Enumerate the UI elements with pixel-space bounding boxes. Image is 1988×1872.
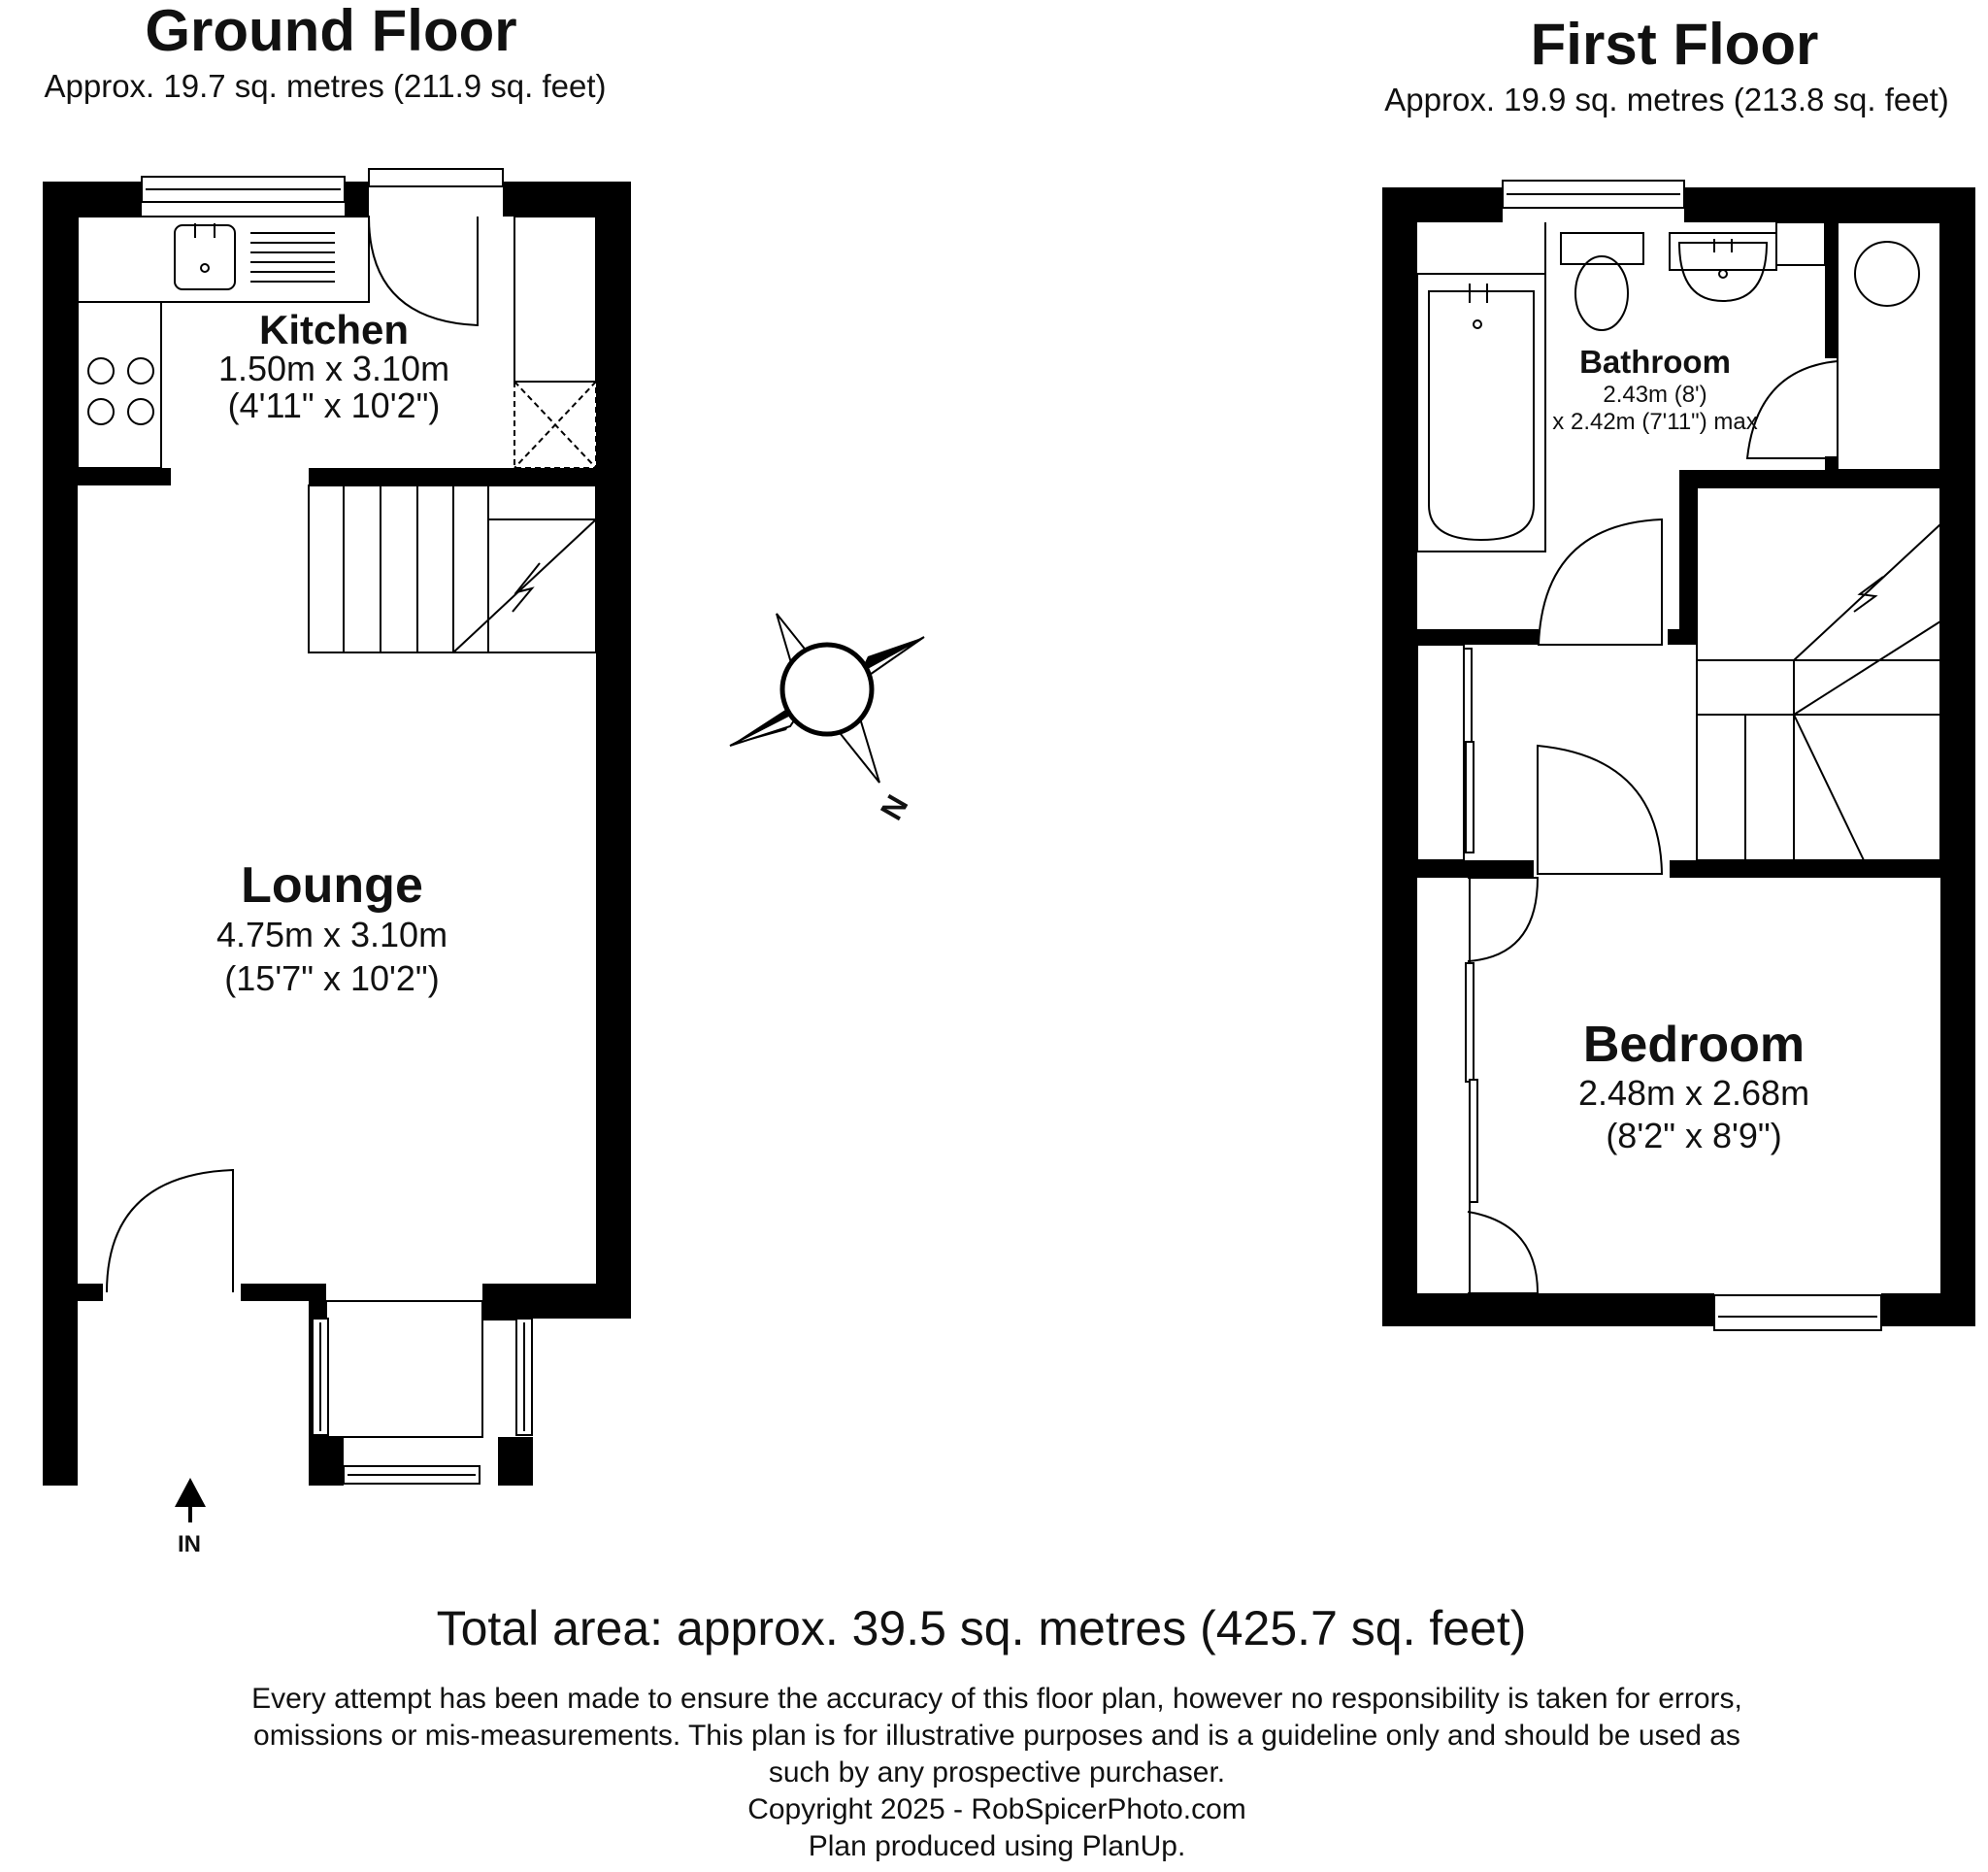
bay-wall-line [326, 1301, 482, 1437]
cupboard-sliding-door [1466, 742, 1474, 852]
wall [1382, 187, 1503, 222]
bathroom-door-swing [1539, 519, 1662, 645]
bedroom-metric: 2.48m x 2.68m [1577, 1073, 1810, 1113]
basin-surround [1670, 233, 1776, 270]
drainer [250, 233, 335, 282]
bathroom-label: Bathroom [1579, 344, 1731, 380]
shelf [1776, 222, 1825, 265]
wc-bowl [1575, 256, 1628, 330]
staircase [309, 485, 596, 652]
landing-cupboard [1417, 645, 1464, 860]
bedroom-window [1714, 1295, 1881, 1330]
kitchen-worktop-left [78, 302, 161, 468]
wc-cistern [1561, 233, 1643, 264]
kitchen-label: Kitchen [258, 307, 410, 352]
bathroom-metric: 2.43m (8') [1603, 382, 1707, 408]
wall [1417, 629, 1539, 645]
back-door-frame [369, 169, 503, 186]
sink [175, 225, 235, 289]
wall [345, 182, 369, 217]
compass-north-label: N [873, 788, 915, 826]
disclaimer-line-2: omissions or mis-measurements. This plan is for illustrative purposes and is a guideline only and should be used as [253, 1720, 1740, 1752]
ground-floor-plan [43, 169, 631, 1557]
wall [1679, 470, 1697, 645]
ground-floor-title: Ground Floor [145, 0, 517, 63]
sink-drain [201, 264, 209, 272]
airing-cupboard [1838, 222, 1940, 470]
wall [309, 1437, 344, 1486]
kitchen-tall-unit [514, 217, 596, 382]
cupboard-sliding-door [1464, 649, 1472, 746]
wall [482, 1284, 533, 1320]
wardrobe-door-swing [1468, 1212, 1538, 1293]
wall [309, 468, 596, 485]
bedroom-imperial: (8'2" x 8'9") [1606, 1116, 1782, 1155]
copyright: Copyright 2025 - RobSpicerPhoto.com [747, 1793, 1246, 1825]
hob [88, 358, 153, 424]
kitchen-metric: 1.50m x 3.10m [217, 349, 450, 388]
disclaimer-line-1: Every attempt has been made to ensure the accuracy of this floor plan, however no responsibility is taken for errors, [251, 1683, 1742, 1715]
wall [43, 182, 78, 1486]
wall [1417, 860, 1534, 878]
first-floor-area: Approx. 19.9 sq. metres (213.8 sq. feet) [1384, 82, 1949, 117]
basin [1679, 243, 1767, 301]
wall [1825, 222, 1838, 358]
disclaimer-line-3: such by any prospective purchaser. [768, 1756, 1226, 1788]
wardrobe-door [1470, 1080, 1477, 1202]
staircase [1697, 487, 1940, 860]
wall [1940, 187, 1975, 1326]
entrance-arrow-icon [175, 1478, 206, 1507]
bedroom-label: Bedroom [1582, 1017, 1806, 1073]
compass-rose-icon [730, 614, 924, 826]
ground-floor-area: Approx. 19.7 sq. metres (211.9 sq. feet) [44, 68, 607, 104]
wardrobe-door [1466, 963, 1474, 1082]
wall [1670, 860, 1975, 878]
wall [596, 182, 631, 1318]
wall [1668, 629, 1697, 645]
entrance-label: IN [178, 1531, 201, 1557]
bath [1417, 274, 1545, 552]
wardrobe-door-swing [1468, 878, 1538, 961]
total-area: Total area: approx. 39.5 sq. metres (425.7 sq. feet) [436, 1601, 1527, 1655]
bath-inner [1429, 291, 1534, 540]
cupboard-door-swing [1747, 361, 1838, 458]
lounge-imperial: (15'7" x 10'2") [224, 958, 440, 998]
wall [1679, 470, 1975, 487]
wall [498, 1437, 533, 1486]
front-door-swing [107, 1170, 233, 1292]
wall [1382, 1293, 1714, 1326]
lounge-metric: 4.75m x 3.10m [215, 915, 448, 954]
wall [1881, 1293, 1975, 1326]
hot-water-cylinder [1855, 242, 1919, 306]
bedroom-door-swing [1538, 746, 1662, 874]
bath-drain [1474, 320, 1481, 328]
wall [78, 1284, 103, 1301]
first-floor-plan [1382, 181, 1975, 1330]
kitchen-imperial: (4'11" x 10'2") [227, 385, 441, 425]
lounge-label: Lounge [241, 857, 423, 914]
first-floor-title: First Floor [1530, 12, 1819, 77]
wall [1382, 187, 1417, 1326]
bathroom-imperial: x 2.42m (7'11") max [1552, 409, 1758, 435]
produced-by: Plan produced using PlanUp. [808, 1830, 1186, 1862]
wall [43, 182, 142, 217]
basin-drain [1719, 270, 1727, 278]
wall [1684, 187, 1975, 222]
wall [78, 468, 171, 485]
